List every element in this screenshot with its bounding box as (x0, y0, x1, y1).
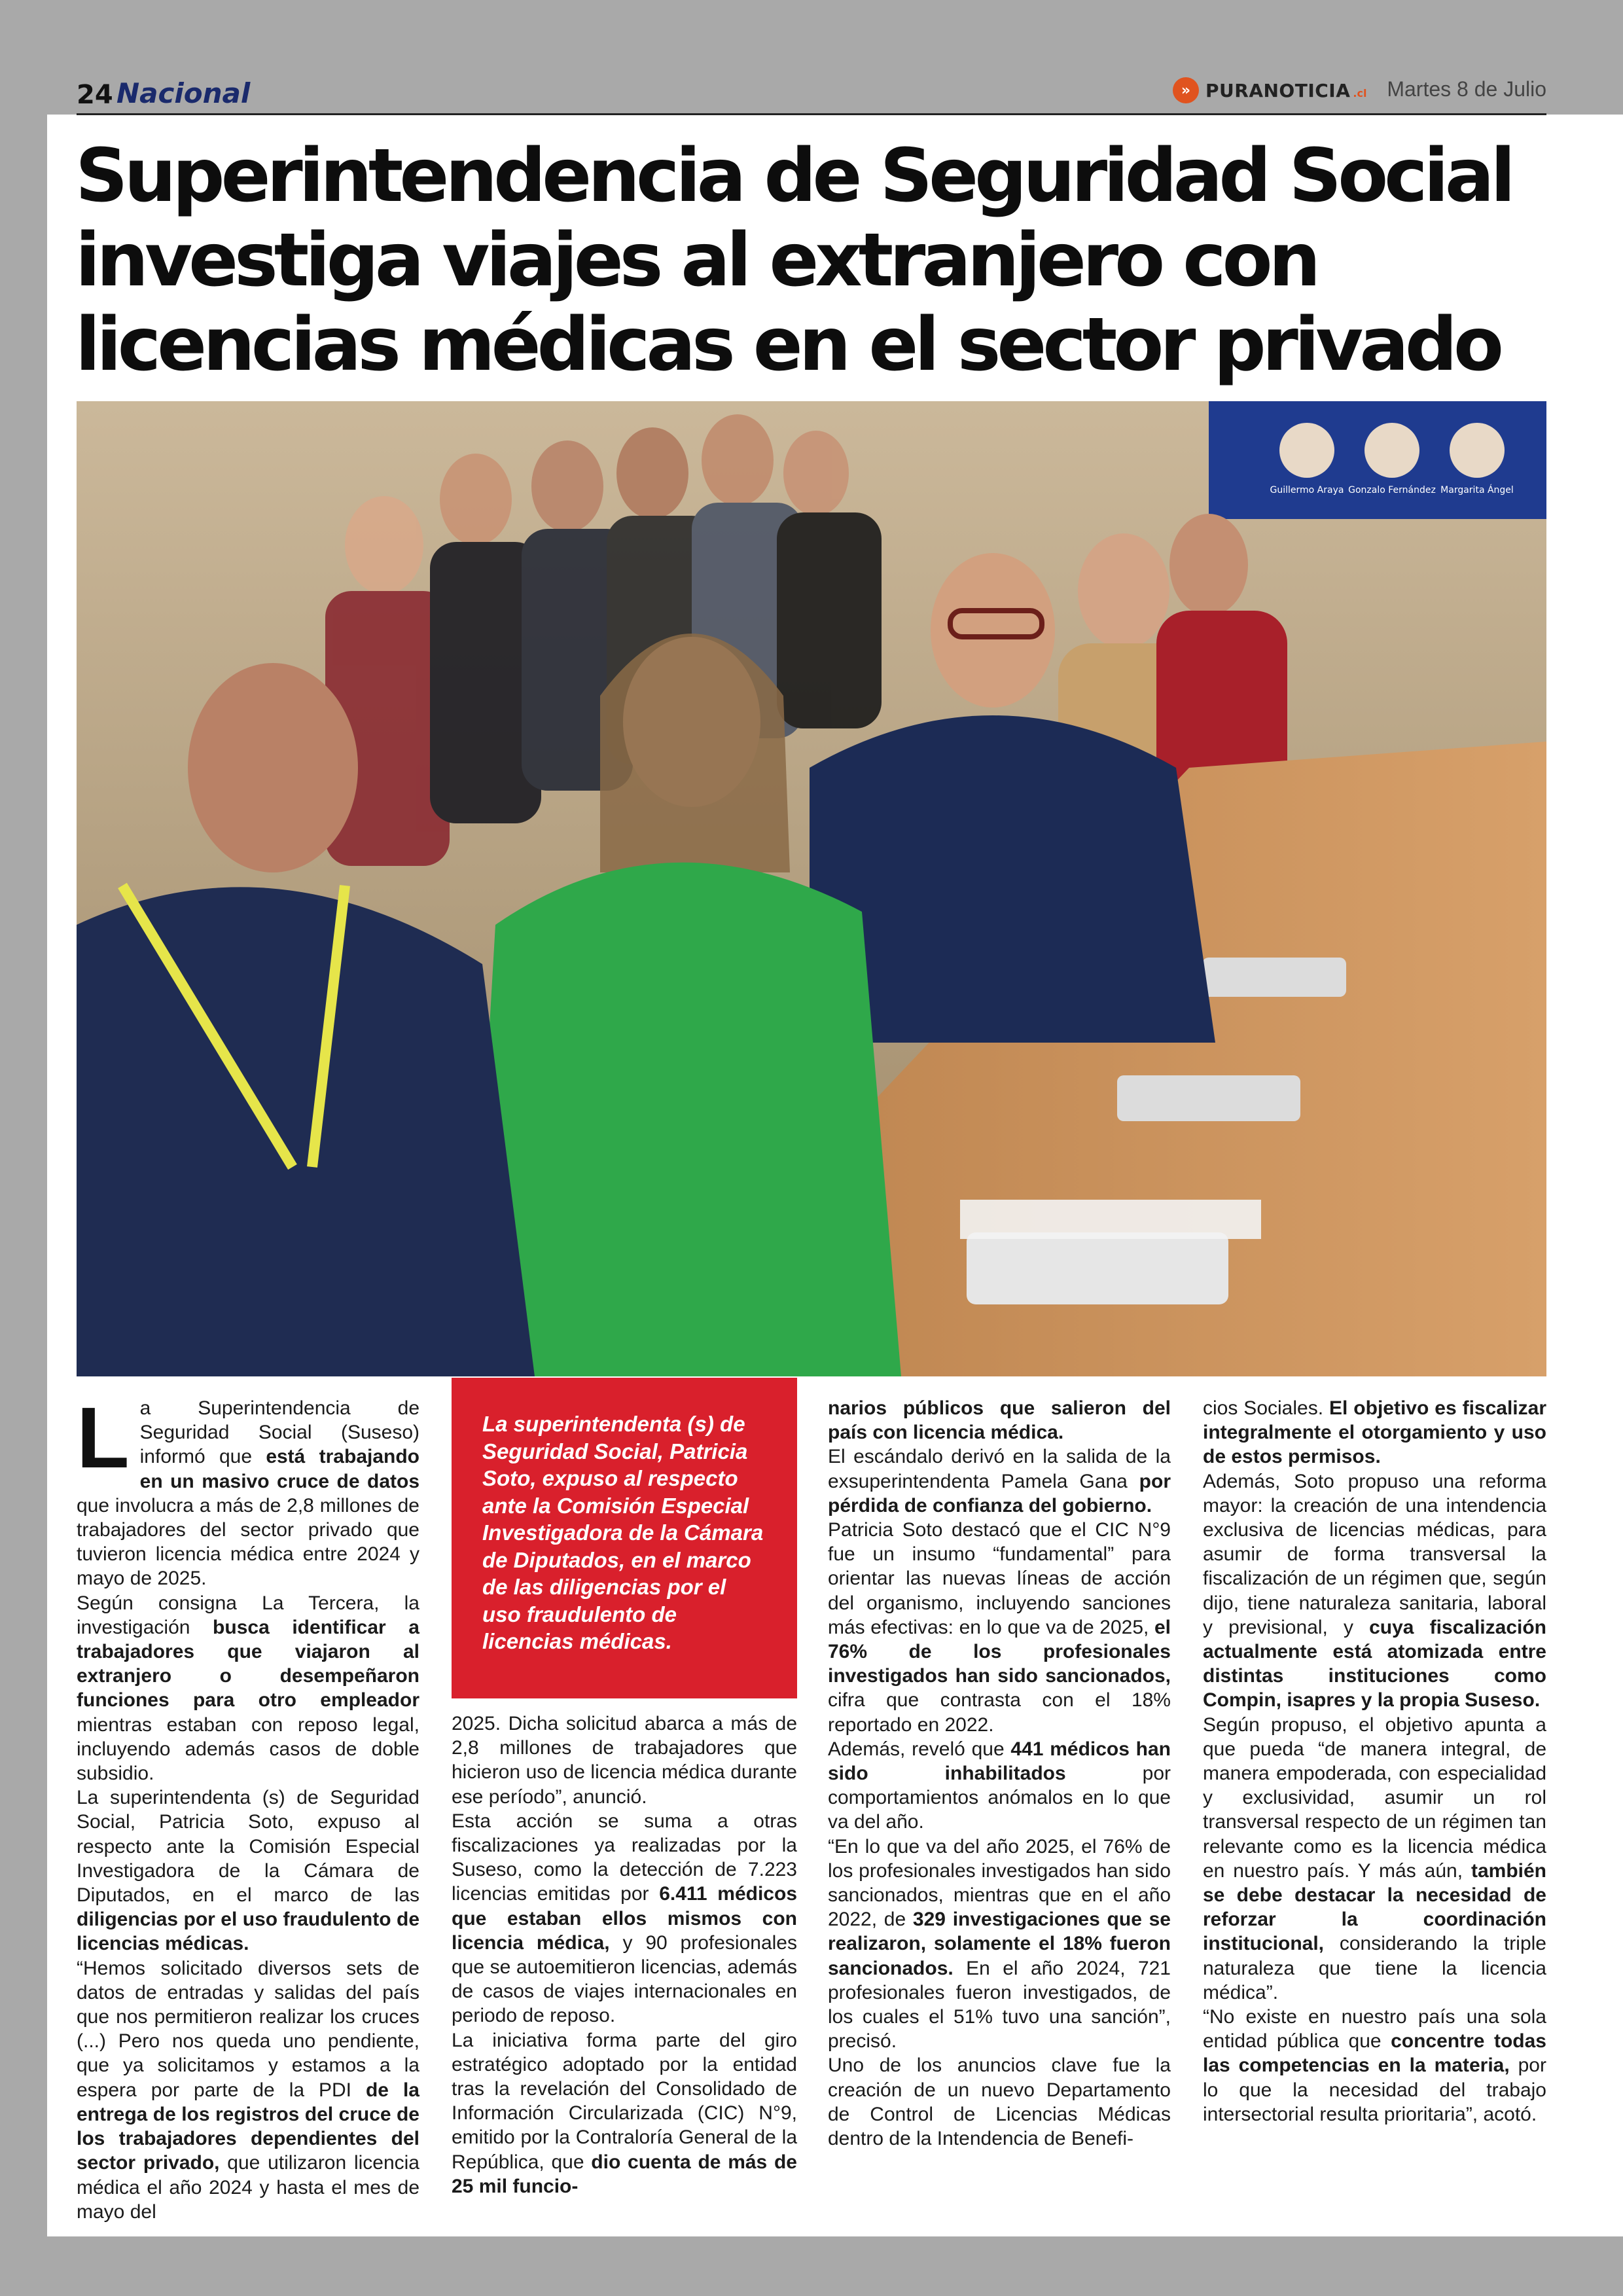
page-header (0, 0, 1623, 115)
pull-quote-text: La superintendenta (s) de Seguridad Social, Patricia Soto, expuso al respecto ante la Comisión Especial Investigadora de la Cámara de Diputados, en el marco de las diligencias por el uso fraudulento de licencias médicas. (482, 1412, 764, 1653)
brand-suffix: .cl (1353, 86, 1367, 99)
issue-date: Martes 8 de Julio (1387, 77, 1546, 101)
drop-cap: L (77, 1390, 130, 1486)
column-2-text: 2025. Dicha solicitud abarca a más de 2,8 millones de trabajadores que hicieron uso de licencia médica durante ese período”, anunció. Esta acción se suma a otras fiscalizaciones ya realizadas por la Suseso, como la detección de 7.223 licencias emitidas por 6.411 médicos que estaban ellos mismos con licencia médica, y 90 profesionales que se autoemitieron licencias, además de casos de viajes internacionales en periodo de reposo. La iniciativa forma parte del giro estratégico adoptado por la entidad tras la revelación del Consolidado de Información Circularizada (CIC) N°9, emitido por la Contraloría General de la República, que dio cuenta de más de 25 mil funcio- (452, 1713, 798, 2197)
column-3-text: narios públicos que salieron del país con licencia médica. El escándalo derivó en la salida de la exsuperintendenta Pamela Gana por pérdida de confianza del gobierno. Patricia Soto destacó que el CIC N°9 fue un insumo “fundamental” para orientar las nuevas líneas de acción del organismo, incluyendo sanciones más efectivas: en lo que va de 2025, el 76% de los profesionales investigados han sido sancionados, cifra que contrasta con el 18% reportado en 2022. Además, reveló que 441 médicos han sido inhabilitados por comportamientos anómalos en lo que va del año. “En lo que va del año 2025, el 76% de los profesionales investigados han sido sancionados, mientras que en el año 2022, de 329 investigaciones que se realizaron, solamente el 18% fueron sancionados. En el año 2024, 721 profesionales fueron investigados, de los cuales el 51% tuvo una sanción”, precisó. Uno de los anuncios clave fue la creación de un nuevo Departamento de Control de Licencias Médicas dentro de la Intendencia de Benefi- (828, 1397, 1171, 2150)
column-2 (452, 1712, 797, 2198)
header-rule (77, 113, 1546, 115)
pull-quote-box (452, 1378, 797, 1698)
section-name: Nacional (116, 77, 251, 109)
svg-text:Guillermo Araya: Guillermo Araya (1270, 485, 1344, 495)
column-3 (828, 1396, 1171, 2151)
column-1 (77, 1390, 419, 2224)
column-1-text: a Superintendencia de Seguridad Social (Suseso) informó que está trabajando en un masivo cruce de datos que involucra a más de 2,8 millones de trabajadores del sector privado que tuvieron licencia médica entre 2024 y mayo de 2025. Según consigna La Tercera, la investigación busca identificar a trabajadores que viajaron al extranjero o desempeñaron funciones para otro empleador mientras estaban con reposo legal, incluyendo además casos de doble subsidio. La superintendenta (s) de Seguridad Social, Patricia Soto, expuso al respecto ante la Comisión Especial Investigadora de la Cámara de Diputados, en el marco de las diligencias por el uso fraudulento de licencias médicas. “Hemos solicitado diversos sets de datos de entradas y salidas del país que nos permitieron realizar los cruces (...) Pero nos queda uno pendiente, que ya solicitamos y estamos a la espera por parte de la PDI de la entrega de los registros del cruce de los trabajadores dependientes del sector privado, que utilizaron licencia médica el año 2024 y hasta el mes de mayo del (77, 1397, 419, 2223)
page-number: 24 (77, 80, 113, 110)
column-4-text: cios Sociales. El objetivo es fiscalizar integralmente el otorgamiento y uso de estos permisos. Además, Soto propuso una reforma mayor: la creación de una intendencia exclusiva de licencias médicas, para asumir de forma transversal la fiscalización de un régimen que, según dijo, tiene naturaleza sanitaria, laboral y previsional, y cuya fiscalización actualmente está atomizada entre distintas instituciones como Compin, isapres y la propia Suseso. Según propuso, el objetivo apunta a que pueda “de manera integral, de manera empoderada, con especialidad y exclusividad, asumir un rol transversal respecto de un régimen tan relevante como es la licencia médica en nuestro país. Y más aún, también se debe destacar la necesidad de reforzar la coordinación institucional, considerando la triple naturaleza que tiene la licencia médica”. “No existe en nuestro país una sola entidad pública que concentre todas las competencias en la materia, por lo que la necesidad del trabajo intersectorial resulta prioritaria”, acotó. (1203, 1397, 1546, 2125)
brand-logo (1173, 77, 1366, 103)
headline: Superintendencia de Seguridad Social investiga viajes al extranjero con licencias médicas en el sector privado (75, 134, 1512, 387)
play-arrows-icon: » (1173, 77, 1199, 103)
column-4 (1203, 1396, 1546, 2126)
keyboard (967, 1232, 1228, 1304)
hearing-photo (77, 401, 1546, 1376)
svg-text:Gonzalo Fernández: Gonzalo Fernández (1348, 485, 1436, 495)
svg-text:Margarita Ángel: Margarita Ángel (1440, 485, 1514, 495)
brand-name: PURANOTICIA (1205, 79, 1351, 101)
